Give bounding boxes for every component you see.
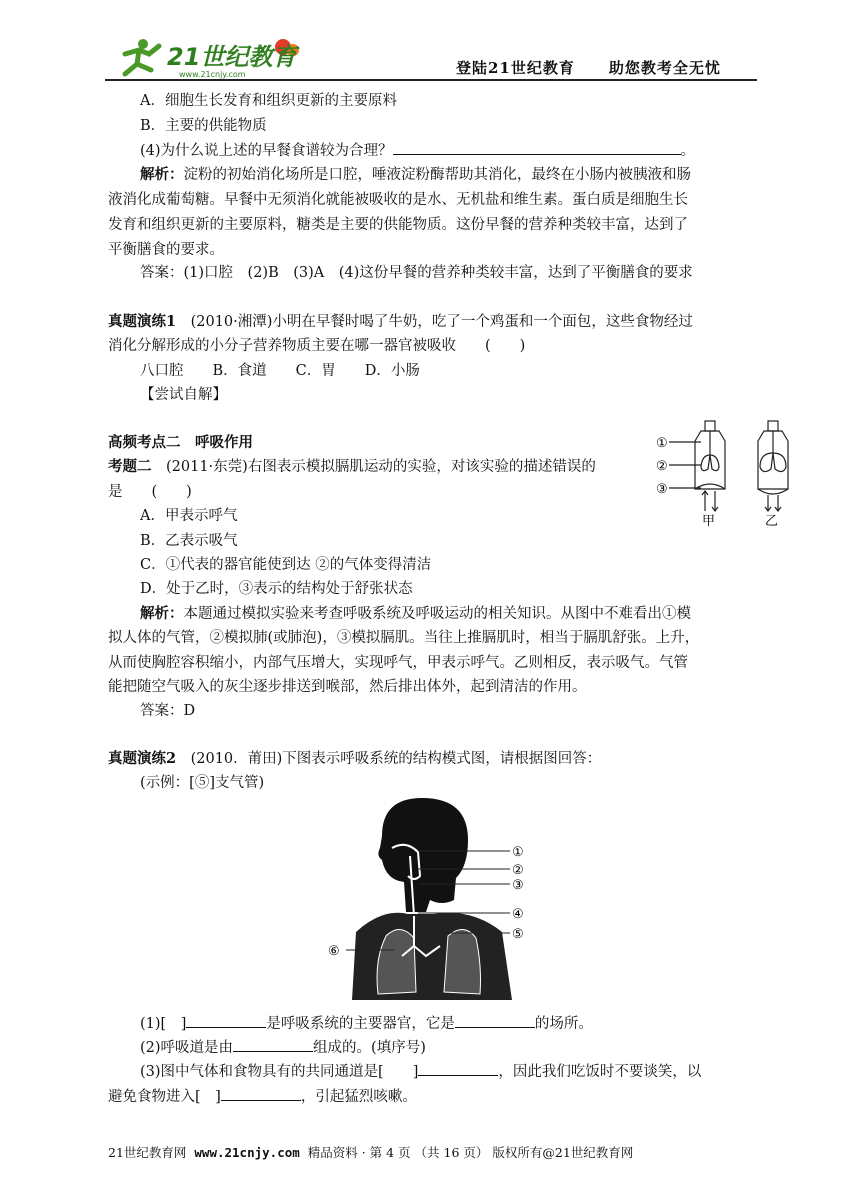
- analysis-4: 平衡膳食的要求。: [108, 242, 224, 258]
- practice-2-q3-line2: 避免食物进入[ ] ，引起猛烈咳嗽。: [108, 1084, 752, 1110]
- logo-url: www.21cnjy.com: [179, 70, 246, 79]
- exam-2-answer: 答案：D: [140, 703, 196, 719]
- practice-1-options: 八口腔 B．食道 C．胃 D．小肠: [140, 363, 420, 379]
- exam-2-opt-a: A．甲表示呼气: [140, 508, 238, 524]
- exam-2-opt-b: B．乙表示吸气: [140, 533, 238, 549]
- running-figure-icon: [125, 39, 159, 74]
- exam-2-analysis-3: 从而使胸腔容积缩小，内部气压增大，实现呼气，甲表示呼气。乙则相反，表示吸气。气管: [108, 655, 688, 671]
- header-divider: [105, 79, 757, 81]
- site-logo: [115, 34, 305, 80]
- practice-1-line2: 消化分解形成的小分子营养物质主要在哪一器官被吸收 ( ): [108, 338, 526, 354]
- analysis-2: 液消化成葡萄糖。早餐中无须消化就能被吸收的是水、无机盐和维生素。蛋白质是细胞生长: [108, 192, 688, 208]
- practice-2-example: (示例：[⑤]支气管): [140, 775, 265, 791]
- footer-url[interactable]: www.21cnjy.com: [194, 1145, 300, 1160]
- page-footer: [108, 1143, 633, 1161]
- try-yourself: 【尝试自解】: [140, 387, 227, 403]
- exam-2-analysis-2: 拟人体的气管，②模拟肺(或肺泡)，③模拟膈肌。当往上推膈肌时，相当于膈肌舒张。上升，: [108, 630, 700, 646]
- resp-label-3: ③: [512, 878, 524, 893]
- exam-2-analysis-1: 解析：本题通过模拟实验来考查呼吸系统及呼吸运动的相关知识。从图中不难看出①模: [140, 605, 691, 622]
- section-title: 高频考点二 呼吸作用: [108, 434, 253, 451]
- fig-label-3: ③: [656, 482, 668, 497]
- resp-label-4: ④: [512, 907, 524, 922]
- header-slogan: [456, 57, 755, 78]
- option-b: B．主要的供能物质: [140, 118, 267, 134]
- footer-text: 精品资料 · 第 4 页 （共 16 页） 版权所有@21世纪教育网: [307, 1145, 634, 1160]
- fig-label-2: ②: [656, 459, 668, 474]
- resp-label-1: ①: [512, 845, 524, 860]
- practice-2-q3-line1: (3)图中气体和食物具有的共同通道是[ ] ，因此我们吃饭时不要谈笑，以: [108, 1059, 752, 1085]
- resp-label-6: ⑥: [328, 944, 340, 959]
- slogan-right: 助您教考全无忧: [608, 59, 721, 77]
- exam-2-opt-d: D．处于乙时，③表示的结构处于舒张状态: [140, 581, 413, 597]
- footer-site: 21世纪教育网: [108, 1145, 187, 1160]
- option-a: A．细胞生长发育和组织更新的主要原料: [140, 93, 397, 109]
- resp-label-2: ②: [512, 863, 524, 878]
- exam-2-line2: 是 ( ): [108, 484, 192, 500]
- fig-label-jia: 甲: [702, 514, 716, 527]
- slogan-left: 登陆21世纪教育: [456, 59, 575, 77]
- diaphragm-model-figure: [655, 417, 805, 527]
- practice-2-line1: 真题演练2 (2010．莆田)下图表示呼吸系统的结构模式图，请根据图回答：: [108, 750, 602, 767]
- exam-2-analysis-4: 能把随空气吸入的灰尘逐步排送到喉部，然后排出体外，起到清洁的作用。: [108, 679, 587, 695]
- exam-2-opt-c: C．①代表的器官能使到达 ②的气体变得清洁: [140, 557, 432, 573]
- question-4: (4)为什么说上述的早餐食谱较为合理？ 。: [108, 138, 752, 164]
- practice-2-q1: (1)[ ] 是呼吸系统的主要器官，它是 的场所。: [108, 1011, 752, 1037]
- analysis-1: 解析：淀粉的初始消化场所是口腔，唾液淀粉酶帮助其消化，最终在小肠内被胰液和肠: [140, 166, 691, 183]
- answer-top: 答案：(1)口腔 (2)B (3)A (4)这份早餐的营养种类较丰富，达到了平衡膳食的要求: [140, 265, 693, 281]
- practice-2-q2: (2)呼吸道是由 组成的。(填序号): [108, 1035, 752, 1061]
- respiratory-system-figure: [322, 796, 540, 1008]
- practice-1-line1: 真题演练1 (2010·湘潭)小明在早餐时喝了牛奶，吃了一个鸡蛋和一个面包，这些食物经过: [108, 313, 693, 330]
- analysis-3: 发育和组织更新的主要原料，糖类是主要的供能物质。这份早餐的营养种类较丰富，达到了: [108, 217, 688, 233]
- resp-label-5: ⑤: [512, 927, 524, 942]
- exam-2-line1: 考题二 (2011·东莞)右图表示模拟膈肌运动的实验，对该实验的描述错误的: [108, 458, 596, 475]
- fig-label-1: ①: [656, 436, 668, 451]
- logo-text: 21世纪教育: [167, 43, 297, 71]
- fig-label-yi: 乙: [765, 514, 779, 527]
